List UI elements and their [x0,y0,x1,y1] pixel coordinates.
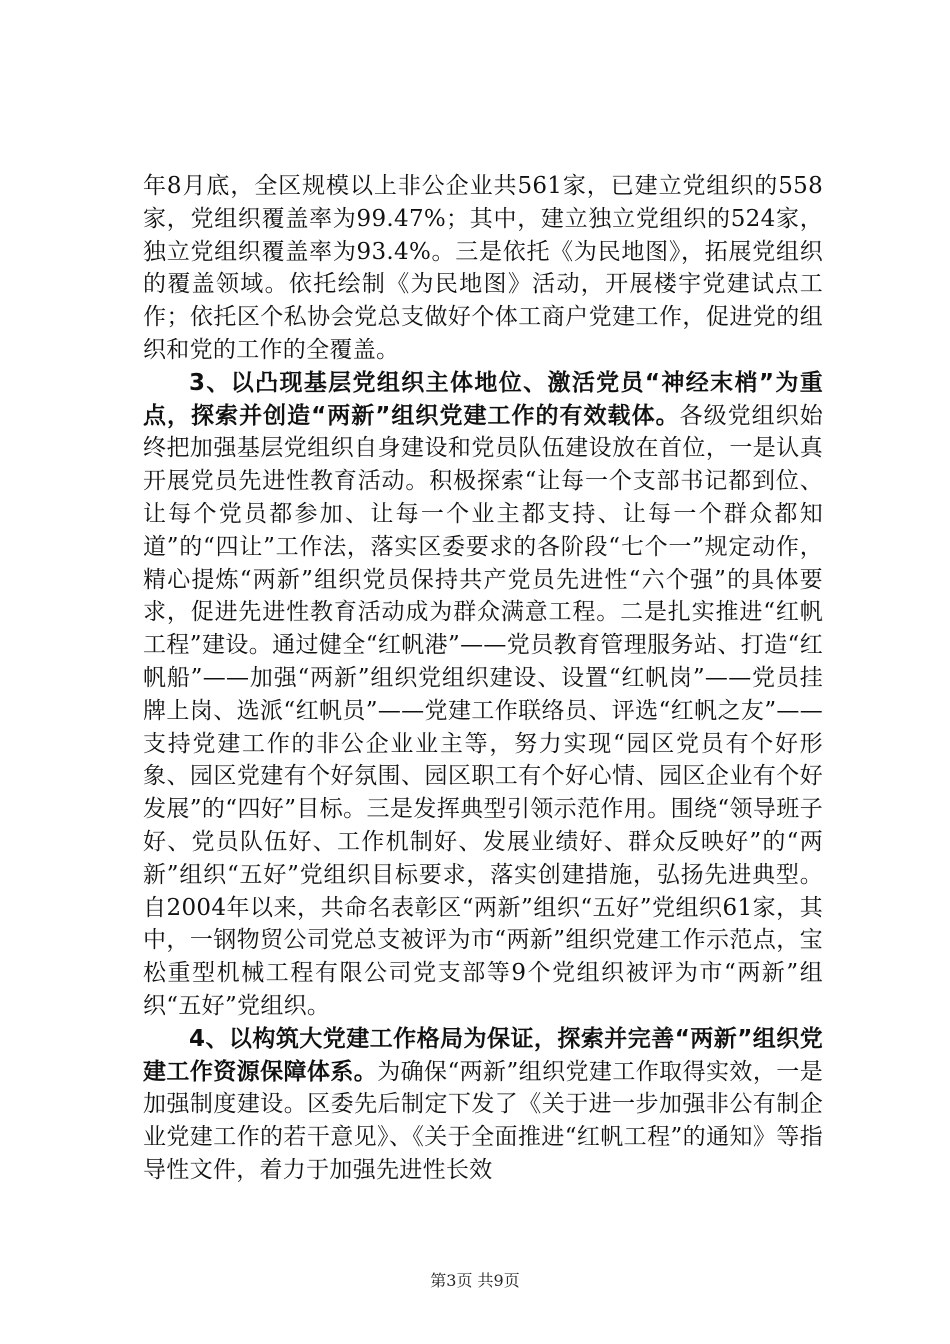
paragraph-section-4 [143,1023,823,1187]
paragraph-continuation [143,170,823,367]
page-footer: 第3页 共9页 [430,1271,520,1290]
paragraph-text: 年8月底，全区规模以上非公企业共561家，已建立党组织的558家，党组织覆盖率为99.47%；其中，建立独立党组织的524家，独立党组织覆盖率为93.4%。三是依托《为民地图》，拓展党组织的覆盖领域。依托绘制《为民地图》活动，开展楼宇党建试点工作；依托区个私协会党总支做好个体工商户党建工作，促进党的组织和党的工作的全覆盖。 [143,173,823,363]
paragraph-text: 各级党组织始终把加强基层党组织自身建设和党员队伍建设放在首位，一是认真开展党员先进性教育活动。积极探索“让每一个支部书记都到位、让每个党员都参加、让每一个业主都支持、让每一个群众都知道”的“四让”工作法，落实区委要求的各阶段“七个一”规定动作，精心提炼“两新”组织党员保持共产党员先进性“六个强”的具体要求，促进先进性教育活动成为群众满意工程。二是扎实推进“红帆工程”建设。通过健全“红帆港”——党员教育管理服务站、打造“红帆船”——加强“两新”组织党组织建设、设置“红帆岗”——党员挂牌上岗、选派“红帆员”——党建工作联络员、评选“红帆之友”——支持党建工作的非公企业业主等，努力实现“园区党员有个好形象、园区党建有个好氛围、园区职工有个好心情、园区企业有个好发展”的“四好”目标。三是发挥典型引领示范作用。围绕“领导班子好、党员队伍好、工作机制好、发展业绩好、群众反映好”的“两新”组织“五好”党组织目标要求，落实创建措施，弘扬先进典型。自2004年以来，共命名表彰区“两新”组织“五好”党组织61家，其中，一钢物贸公司党总支被评为市“两新”组织党建工作示范点，宝松重型机械工程有限公司党支部等9个党组织被评为市“两新”组织“五好”党组织。 [143,402,823,1019]
paragraph-heading: 4、以构筑大党建工作格局为保证，探索并完善“两新”组织党建工作资源保障体系。 [143,1025,823,1085]
paragraph-section-3 [143,367,823,1023]
paragraph-text: 为确保“两新”组织党建工作取得实效，一是加强制度建设。区委先后制定下发了《关于进一步加强非公有制企业党建工作的若干意见》、《关于全面推进“红帆工程”的通知》等指导性文件，着力于加强先进性长效 [143,1058,823,1183]
document-body [143,170,823,1187]
paragraph-heading: 3、以凸现基层党组织主体地位、激活党员“神经末梢”为重点，探索并创造“两新”组织党建工作的有效载体。 [143,369,823,429]
